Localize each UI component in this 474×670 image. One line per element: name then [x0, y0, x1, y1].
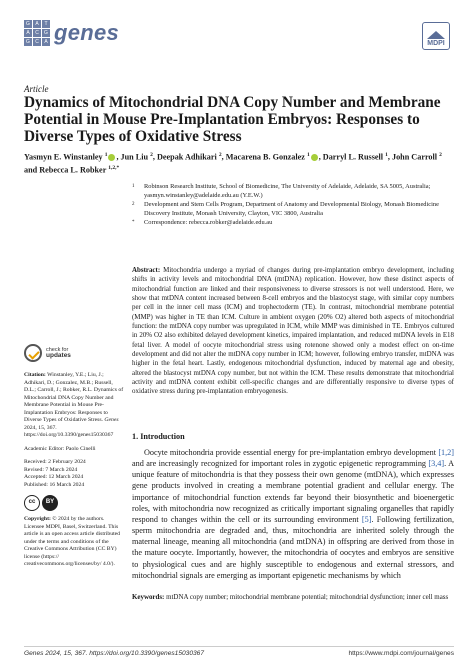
author-name: Yasmyn E. Winstanley [24, 152, 103, 162]
journal-name: genes [54, 20, 120, 45]
author-affiliation-mark: 2 [439, 152, 442, 158]
article-type: Article [24, 84, 49, 94]
author-affiliation-mark: 1 [104, 152, 108, 158]
body-text-segment: Oocyte mitochondria provide essential energy for pre-implantation embryo development [144, 448, 439, 457]
mdpi-logo[interactable] [422, 22, 450, 50]
citation-link[interactable]: [5] [361, 514, 372, 524]
logo-letter: C [33, 29, 41, 37]
logo-letter: A [33, 20, 41, 28]
affiliation-number: * [132, 220, 135, 226]
body-text-segment: . A unique feature of mitochondria is that they possess their own genome (mtDNA), which expresses gene products involved in creating a membrane potential gradient and cellular energy. The importance of mitochondrial function extends far beyond their biosynthetic and bioenergetic roles, with mitochondria now recognized as critically important signaling organelles that rapidly respond to changes within the cell or its surrounding environment [132, 459, 454, 524]
page-footer [24, 646, 454, 657]
check-for-updates-button[interactable] [24, 344, 124, 362]
logo-letter: G [42, 29, 50, 37]
cc-icon: cc [24, 495, 40, 511]
keywords-text: mtDNA copy number; mitochondrial membrane potential; mitochondrial dysfunction; inner cell mass [166, 593, 449, 601]
abstract [132, 266, 454, 397]
keywords-label: Keywords: [132, 593, 165, 601]
orcid-icon[interactable] [311, 154, 318, 161]
publication-dates [24, 459, 124, 489]
mdpi-roof-icon [427, 31, 445, 39]
affiliation-text: Development and Stem Cells Program, Department of Anatomy and Developmental Biology, Monash Biomedicine Discovery Institute, Monash University, Clayton, VIC 3800, Australia [144, 201, 439, 217]
author-list: Yasmyn E. Winstanley $^1$ , Jun Liu $^2$, Deepak Adhikari $^2$, Macarena B. Gonzalez $^1$ , Darryl L. Russell $^1$, John Carroll $^2$ and Rebecca L. Robker $^{1,2,*}$ [24, 152, 442, 175]
journal-logo[interactable] [24, 20, 119, 46]
logo-letter: G [24, 38, 32, 46]
abstract-text: Mitochondria undergo a myriad of changes during pre-implantation embryo development, including shifts in activity levels and mitochondrial DNA (mtDNA) replication. However, how these distinct aspects of mitochondrial function are linked and their responsiveness to diverse stressors is not well understood. Here, we show that mtDNA content increased between 8-cell embryos and the blastocyst stage, with similar copy numbers per cell in the inner cell mass (ICM) and trophectoderm (TE). In contrast, mitochondrial membrane potential (MMP) was higher in TE than ICM. Culture in ambient oxygen (20% O2) altered both aspects of mitochondrial function: the mtDNA copy number was upregulated in ICM, while MMP was diminished in TE. Embryos cultured in 20% O2 also exhibited delayed development kinetics, impaired implantation, and reduced mtDNA levels in E18 fetal liver. A model of oocyte mitochondrial stress using rotenone showed only a modest effect on on-time development and did not alter the mtDNA copy number in ICM; however, following embryo transfer, mtDNA was higher in the fetal heart. Lastly, endogenous mitochondrial dysfunction, induced by maternal age and obesity, altered the blastocyst mtDNA copy number, but not within the ICM. These results demonstrate that mitochondrial activity and mtDNA content exhibit cell-specific changes and are differentially responsive to diverse types of oxidative stress during pre-implantation embryogenesis. [132, 266, 454, 396]
check-updates-icon [24, 344, 42, 362]
updates-label: updates [46, 352, 71, 359]
author-affiliation-mark: 1 [385, 152, 388, 158]
author-affiliation-mark: 1 [306, 152, 310, 158]
citation-link[interactable]: [1,2] [438, 448, 454, 457]
orcid-icon[interactable] [108, 154, 115, 161]
date-accepted: Accepted: 12 March 2024 [24, 474, 84, 480]
introduction-paragraph [132, 447, 454, 581]
affiliation-item [132, 219, 452, 228]
footer-citation[interactable]: Genes 2024, 15, 367. https://doi.org/10.3390/genes15030367 [24, 650, 205, 657]
logo-letter: T [42, 20, 50, 28]
keywords [132, 593, 454, 602]
publisher-name: MDPI [427, 40, 445, 47]
correspondence-text[interactable]: Correspondence: rebecca.robker@adelaide.edu.au [144, 219, 273, 227]
logo-letter: C [33, 38, 41, 46]
journal-logo-grid [24, 20, 50, 46]
affiliation-number: 2 [132, 202, 135, 208]
author-name: Deepak Adhikari [156, 152, 217, 162]
author-name: Macarena B. Gonzalez [225, 152, 305, 162]
author-affiliation-mark: 2 [218, 152, 222, 158]
author-affiliation-mark: 1,2,* [108, 165, 120, 172]
article-title: Dynamics of Mitochondrial DNA Copy Number and Membrane Potential in Mouse Pre-Implantation Embryos: Responses to Diverse Types of Oxidative Stress [24, 94, 441, 145]
logo-letter: G [24, 20, 32, 28]
footer-journal-url[interactable]: https://www.mdpi.com/journal/genes [348, 650, 454, 657]
date-published: Published: 16 March 2024 [24, 481, 85, 488]
citation-label: Citation: [24, 372, 46, 378]
citation-link[interactable]: [3,4] [428, 459, 445, 469]
citation [24, 372, 124, 440]
author-name: Jun Liu [120, 152, 149, 162]
date-received: Received: 2 February 2024 [24, 459, 86, 465]
cc-license-badge[interactable] [24, 495, 124, 511]
copyright-text: © 2024 by the authors. Licensee MDPI, Basel, Switzerland. This article is an open access article distributed under the terms and conditions of the Creative Commons Attribution (CC BY) license (https:// creativecommons.org/licenses/by/ 4.0/). [24, 516, 121, 567]
body-text-segment: and are increasingly recognized for important roles in zygotic epigenetic reprogramming [132, 459, 429, 469]
logo-letter: A [42, 38, 50, 46]
citation-doi[interactable]: 2024, 15, 367. https://doi.org/10.3390/genes15030367 [24, 424, 114, 438]
affiliation-item [132, 183, 452, 200]
copyright [24, 516, 124, 569]
abstract-label: Abstract: [132, 266, 161, 274]
author-name: John Carroll [391, 152, 438, 162]
citation-journal: Genes [104, 417, 119, 423]
body-text-segment: . Following fertilization, sperm mitochondria are degraded and, thus, mitochondria are inherited solely through the maternal lineage, meaning all mitochondria (and mtDNA) in offspring are derived from those in the mature oocyte. Importantly, however, the mitochondria of oocytes and embryos are sensitive to physiological cues and are highly susceptible to endogenous and external stressors, and mitochondrial signals are emerging as important epigenetic mechanisms by which [132, 514, 454, 580]
citation-text: Winstanley, Y.E.; Liu, J.; Adhikari, D.; Gonzalez, M.B.; Russell, D.L.; Carroll, J.; Robker, R.L. Dynamics of Mitochondrial DNA Copy Number and Membrane Potential in Mouse Pre-Implantation Embryos: Responses to Diverse Types of Oxidative Stress. [24, 372, 124, 423]
article-sidebar [24, 344, 124, 569]
author-name: Darryl L. Russell [322, 152, 384, 162]
affiliations [132, 183, 452, 229]
logo-letter: A [24, 29, 32, 37]
affiliation-item [132, 201, 452, 218]
affiliation-text: Robinson Research Institute, School of Biomedicine, The University of Adelaide, Adelaide, SA 5005, Australia; yasmyn.winstanley@adelaide.edu.au (Y.E.W.) [144, 183, 431, 199]
author-name: and Rebecca L. Robker [24, 165, 107, 175]
date-revised: Revised: 7 March 2024 [24, 466, 78, 473]
attribution-icon: BY [42, 495, 58, 511]
copyright-label: Copyright: [24, 516, 51, 522]
academic-editor: Academic Editor: Paolo Cinelli [24, 445, 96, 452]
affiliation-number: 1 [132, 184, 135, 189]
author-affiliation-mark: 2 [150, 152, 153, 158]
check-for-label: check for [46, 346, 69, 353]
section-heading: 1. Introduction [132, 432, 185, 441]
